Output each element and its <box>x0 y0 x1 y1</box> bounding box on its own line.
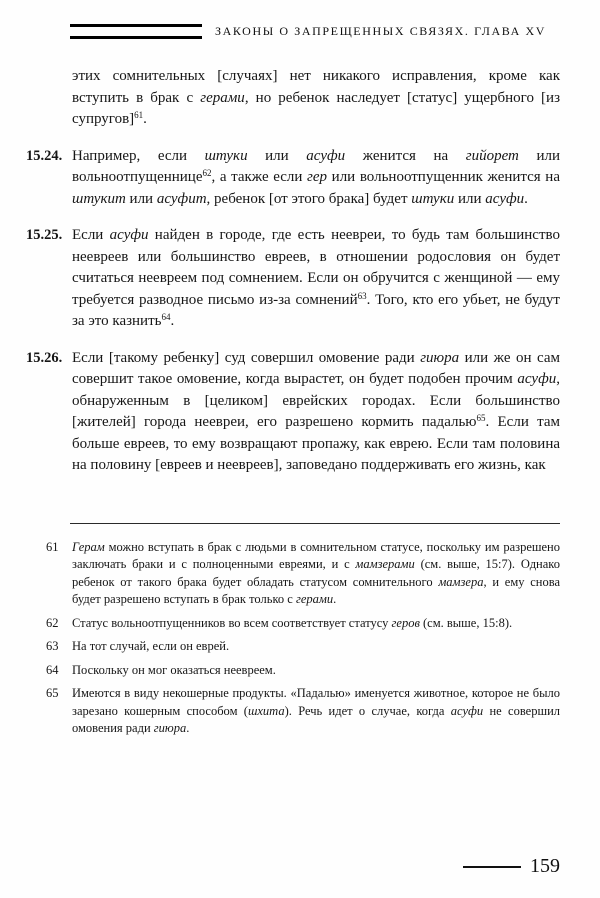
footnote-text: На тот случай, если он еврей. <box>72 639 230 653</box>
paragraph-text: этих сомнительных [случаях] нет никакого исправления, кроме как вступить в брак с герами, но ребенок наследует [статус] ущербного [из супругов]$^{61}$. <box>72 68 561 127</box>
paragraph-number: 15.24. <box>26 147 63 164</box>
footnote-text: Поскольку он мог оказаться неевреем. <box>72 662 276 677</box>
footnote-62 <box>46 615 560 633</box>
footnote-text: Имеются в виду некошерные продукты. «Падалью» именуется животное, которое не было зарезано кошерным способом (шхита). Речь идет о случае, когда асуфи не совершил омовения ради гиюра. <box>72 686 560 735</box>
footnote-number: 63 <box>46 639 59 653</box>
main-text-block <box>26 66 560 477</box>
running-header <box>0 0 600 39</box>
footnote-text: Герам можно вступать в брак с людьми в сомнительном статусе, поскольку им разрешено заключать браки и с полноценными евреями, и с мамзерами (см. выше, 15:7). Однако ребенок от такого брака будет обладать статусом сомнительного мамзера, и ему снова будет разрешено вступать в брак только с герами. <box>72 539 560 606</box>
page-number: 159 <box>530 855 560 877</box>
chapter-title: ЗАКОНЫ О ЗАПРЕЩЕННЫХ СВЯЗЯХ. ГЛАВА XV <box>215 24 547 38</box>
footnote-number: 61 <box>46 539 59 554</box>
paragraph-15-25 <box>26 225 560 333</box>
footnote-number: 62 <box>46 615 59 630</box>
page-footer <box>463 855 560 878</box>
paragraph-text: Если асуфи найден в городе, где есть неевреи, то будь там большинство неевреев или большинство евреев, в отношении родословия он будет считаться неевреем под сомнением. Если он обручится с женщиной — ему требуется разводное письмо из-за сомнений$^{63}$. Того, кто его убьет, не будут за это казнить$^{64}$. <box>72 227 561 329</box>
paragraph-15-24 <box>26 146 560 211</box>
footnotes-block <box>46 539 560 738</box>
footnote-64 <box>46 662 560 680</box>
footnote-text: Статус вольноотпущенников во всем соответствует статусу геров (см. выше, 15:8). <box>72 615 513 630</box>
paragraph-number: 15.26. <box>26 349 63 366</box>
paragraph-text: Если [такому ребенку] суд совершил омовение ради гиюра или же он сам совершит такое омовение, когда вырастет, он будет подобен прочим асуфи, обнаруженным в [целиком] еврейских городах. Если большинство [жителей] города неевреи, его разрешено кормить падалью$^{65}$. Если там больше евреев, то ему возвращают пропажу, как еврею. Если там половина на половину [евреев и неевреев], заповедано поддерживать его жизнь, как <box>72 349 560 473</box>
footnote-61 <box>46 539 560 609</box>
footnote-65 <box>46 685 560 738</box>
paragraph-text: Например, если штуки или асуфи женится на гийорет или вольноотпущеннице$^{62}$, а также если гер или вольноотпущенник женится на штукит или асуфит, ребенок [от этого брака] будет штуки или асуфи. <box>72 147 561 207</box>
paragraph-15-26 <box>26 348 560 477</box>
paragraph-number <box>26 66 72 131</box>
paragraph-number: 15.25. <box>26 227 63 243</box>
folio-rule <box>463 866 521 868</box>
footnote-number: 64 <box>46 662 59 677</box>
footnote-63 <box>46 638 560 656</box>
footnote-separator <box>70 523 560 524</box>
header-rule <box>70 24 202 39</box>
paragraph-continuation <box>26 66 560 131</box>
footnote-number: 65 <box>46 686 59 700</box>
